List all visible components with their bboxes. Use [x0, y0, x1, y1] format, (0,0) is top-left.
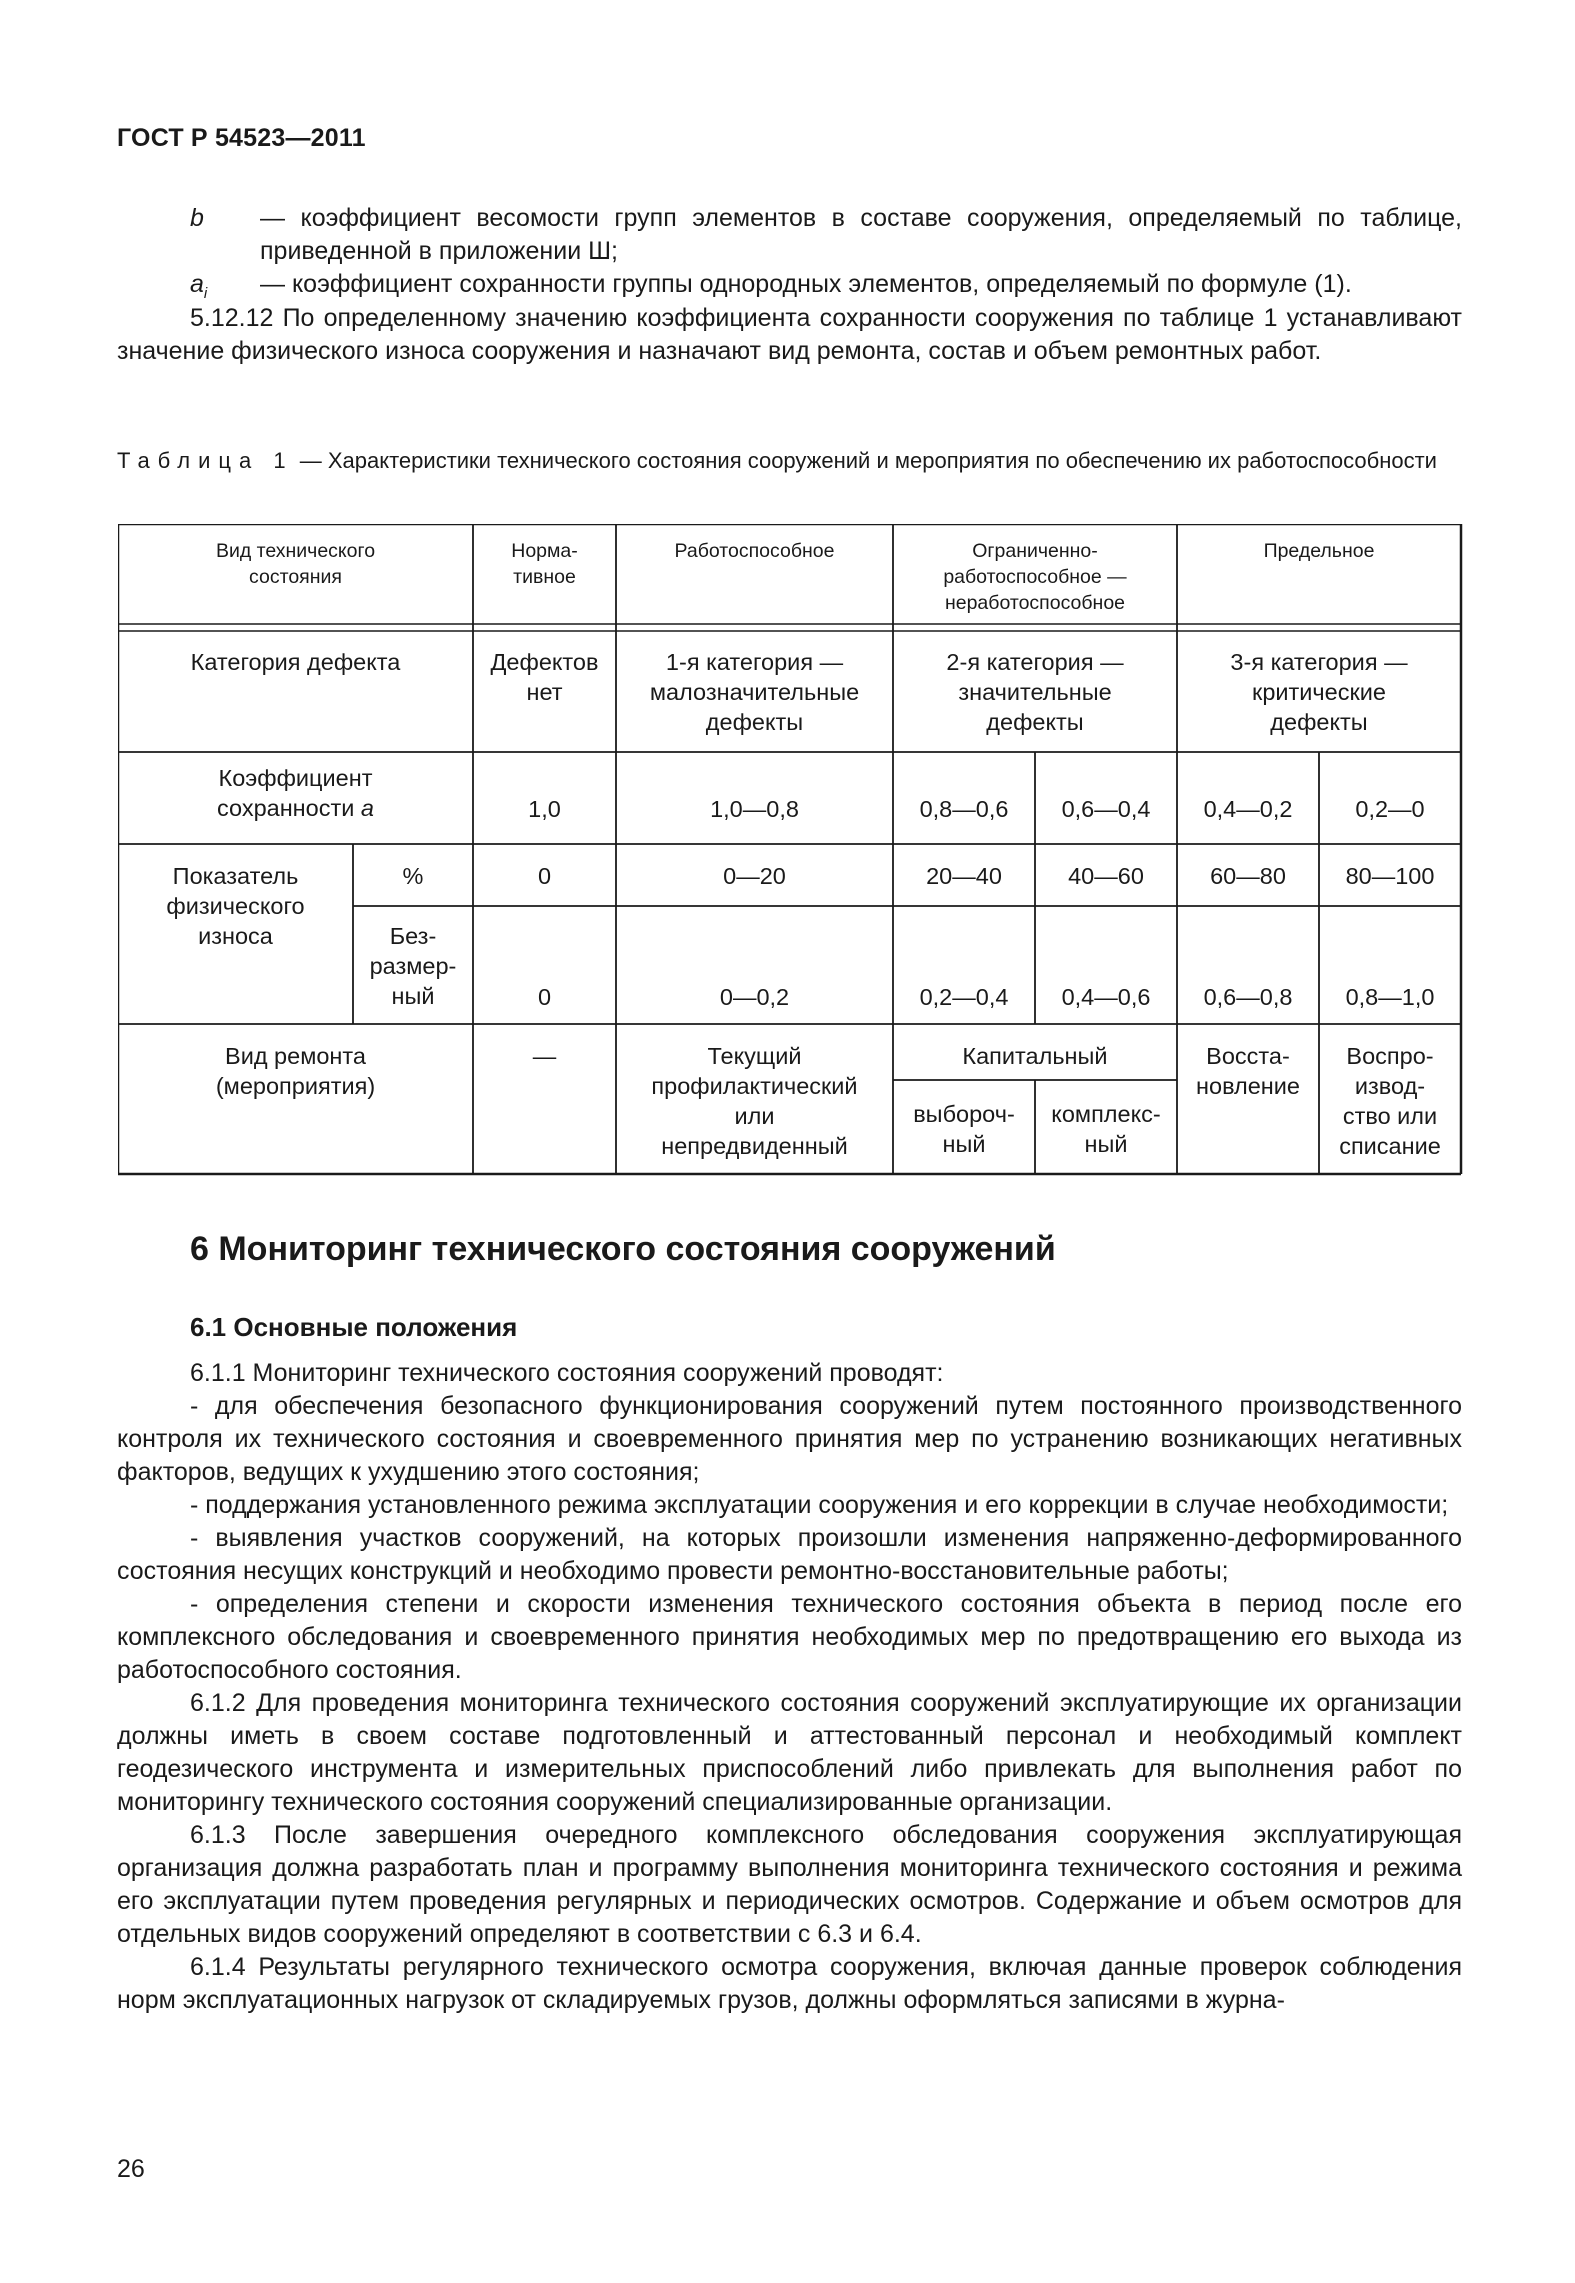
header-normative: Норма- [511, 540, 578, 562]
paragraph: - для обеспечения безопасного функционирования сооружений путем постоянного производственного контроля их технического состояния и своевременного принятия мер по устранению возникающих негативных факторов, ведущих к ухудшению этого состояния; [117, 1392, 1462, 1486]
symbol-subscript: i [203, 285, 208, 302]
wear-label: физического [166, 893, 305, 919]
repair-current: Текущий [707, 1043, 802, 1069]
defect-category-3: критические [1252, 679, 1386, 705]
wear-value-dimensionless: 0,8—1,0 [1345, 984, 1435, 1010]
repair-normative: — [532, 1043, 557, 1069]
defect-category-3: дефекты [1270, 709, 1368, 735]
paragraph: 6.1.3 После завершения очередного комплексного обследования сооружения эксплуатирующая организация должна разработать план и программу выполнения мониторинга технического состояния и режима его эксплуатации путем проведения регулярных и периодических осмотров. Содержание и объем осмотров для отдельных видов сооружений определяют в соответствии с 6.3 и 6.4. [117, 1821, 1462, 1948]
table-caption-label: Таблица 1 [117, 448, 294, 473]
repair-restoration: новление [1196, 1073, 1300, 1099]
wear-unit-dimensionless: ный [391, 983, 435, 1009]
defect-category-1: 1-я категория — [665, 649, 844, 675]
paragraph: 6.1.4 Результаты регулярного технического осмотра сооружения, включая данные проверок соблюдения норм эксплуатационных нагрузок от складируемых грузов, должны оформляться записями в журна- [117, 1953, 1462, 2014]
repair-restoration: Восста- [1206, 1043, 1290, 1069]
table-caption [117, 446, 1462, 476]
wear-value-percent: 80—100 [1345, 863, 1435, 889]
defect-category-2: дефекты [986, 709, 1084, 735]
defect-category-1: дефекты [705, 709, 804, 735]
paragraph: - выявления участков сооружений, на которых произошли изменения напряженно-деформированного состояния несущих конструкций и необходимо провести ремонтно-восстановительные работы; [117, 1524, 1462, 1585]
condition-table [118, 524, 1463, 1189]
coef-value: 1,0—0,8 [710, 796, 799, 822]
coef-value: 1,0 [528, 796, 561, 822]
repair-capital-complex: комплекс- [1051, 1101, 1161, 1127]
clause-5-12-12: 5.12.12 По определенному значению коэффициента сохранности сооружения по таблице 1 устанавливают значение физического износа сооружения и назначают вид ремонта, состав и объем ремонтных работ. [117, 304, 1462, 365]
defect-category-2: 2-я категория — [946, 649, 1124, 675]
table-caption-text: — Характеристики технического состояния сооружений и мероприятия по обеспечению их работоспособности [299, 448, 1437, 473]
wear-label: Показатель [172, 863, 299, 889]
symbol-letter: a [190, 270, 204, 298]
wear-value-dimensionless: 0,6—0,8 [1203, 984, 1293, 1010]
section-6-body [117, 1357, 1462, 2017]
repair-reproduction: ство или [1342, 1103, 1438, 1129]
repair-label: (мероприятия) [215, 1073, 376, 1099]
wear-unit-percent: % [402, 863, 424, 889]
definition-text: — коэффициент сохранности группы однородных элементов, определяемый по формуле (1). [260, 270, 1352, 298]
paragraph: - поддержания установленного режима эксплуатации сооружения и его коррекции в случае необходимости; [190, 1491, 1449, 1519]
repair-label: Вид ремонта [225, 1043, 366, 1069]
header-operable: Работоспособное [674, 540, 835, 562]
header-normative: тивное [513, 566, 576, 588]
header-limited: работоспособное — [943, 566, 1127, 588]
repair-capital-complex: ный [1084, 1131, 1128, 1157]
defect-category-1: малозначительные [649, 679, 860, 705]
wear-value-percent: 40—60 [1068, 863, 1144, 889]
subsection-heading: 6.1 Основные положения [190, 1312, 518, 1342]
coef-value: 0,8—0,6 [919, 796, 1009, 822]
wear-value-dimensionless: 0—0,2 [719, 984, 790, 1010]
wear-unit-dimensionless: Без- [389, 923, 437, 949]
paragraph: 6.1.1 Мониторинг технического состояния сооружений проводят: [190, 1359, 944, 1387]
wear-value-dimensionless: 0,2—0,4 [919, 984, 1009, 1010]
paragraph: 6.1.2 Для проведения мониторинга технического состояния сооружений эксплуатирующие их организации должны иметь в своем составе подготовленный и аттестованный персонал и необходимый комплект геодезического инструмента и измерительных приспособлений либо привлекать для выполнения работ по мониторингу технического состояния сооружений специализированные организации. [117, 1689, 1462, 1816]
repair-current: непредвиденный [661, 1133, 848, 1159]
coef-label: сохранности a [217, 795, 374, 821]
defect-category-none: нет [526, 679, 563, 705]
header-limited: неработоспособное [944, 592, 1126, 614]
header-state-type: состояния [249, 566, 342, 588]
wear-label: износа [198, 923, 273, 949]
condition-table-grid [118, 524, 1463, 1184]
wear-value-dimensionless: 0 [537, 984, 552, 1010]
repair-current: профилактический [651, 1073, 858, 1099]
section-heading: 6 Мониторинг технического состояния сооружений [190, 1230, 1056, 1268]
repair-capital-selective: выбороч- [913, 1101, 1015, 1127]
definition-b [117, 202, 1462, 268]
coef-label: Коэффициент [218, 765, 373, 791]
repair-reproduction: извод- [1354, 1073, 1426, 1099]
repair-reproduction: Воспро- [1346, 1043, 1434, 1069]
document-id: ГОСТ Р 54523—2011 [117, 124, 366, 152]
defect-category-label: Категория дефекта [190, 649, 401, 675]
coef-value: 0,2—0 [1355, 796, 1425, 822]
wear-value-percent: 60—80 [1210, 863, 1286, 889]
wear-value-percent: 0—20 [723, 863, 786, 889]
paragraph: - определения степени и скорости изменения технического состояния объекта в период после его комплексного обследования и своевременного принятия необходимых мер по предотвращению его выхода из работоспособного состояния. [117, 1590, 1462, 1684]
header-limit: Предельное [1263, 540, 1375, 562]
defect-category-none: Дефектов [490, 649, 599, 675]
defect-category-2: значительные [958, 679, 1112, 705]
wear-value-percent: 20—40 [926, 863, 1002, 889]
coef-value: 0,6—0,4 [1061, 796, 1151, 822]
coef-value: 0,4—0,2 [1203, 796, 1293, 822]
repair-capital-selective: ный [942, 1131, 986, 1157]
header-state-type: Вид технического [215, 540, 376, 562]
repair-capital: Капитальный [962, 1043, 1108, 1069]
wear-value-dimensionless: 0,4—0,6 [1061, 984, 1151, 1010]
definitions [117, 202, 1462, 310]
wear-unit-dimensionless: размер- [369, 953, 457, 979]
header-limited: Ограниченно- [972, 540, 1098, 562]
definition-symbol: b [190, 204, 204, 232]
defect-category-3: 3-я категория — [1230, 649, 1408, 675]
repair-reproduction: списание [1339, 1133, 1441, 1159]
wear-value-percent: 0 [537, 863, 552, 889]
repair-current: или [734, 1103, 775, 1129]
definition-text: — коэффициент весомости групп элементов в составе сооружения, определяемый по таблице, приведенной в приложении Ш; [260, 204, 1462, 265]
page-number: 26 [117, 2155, 145, 2183]
